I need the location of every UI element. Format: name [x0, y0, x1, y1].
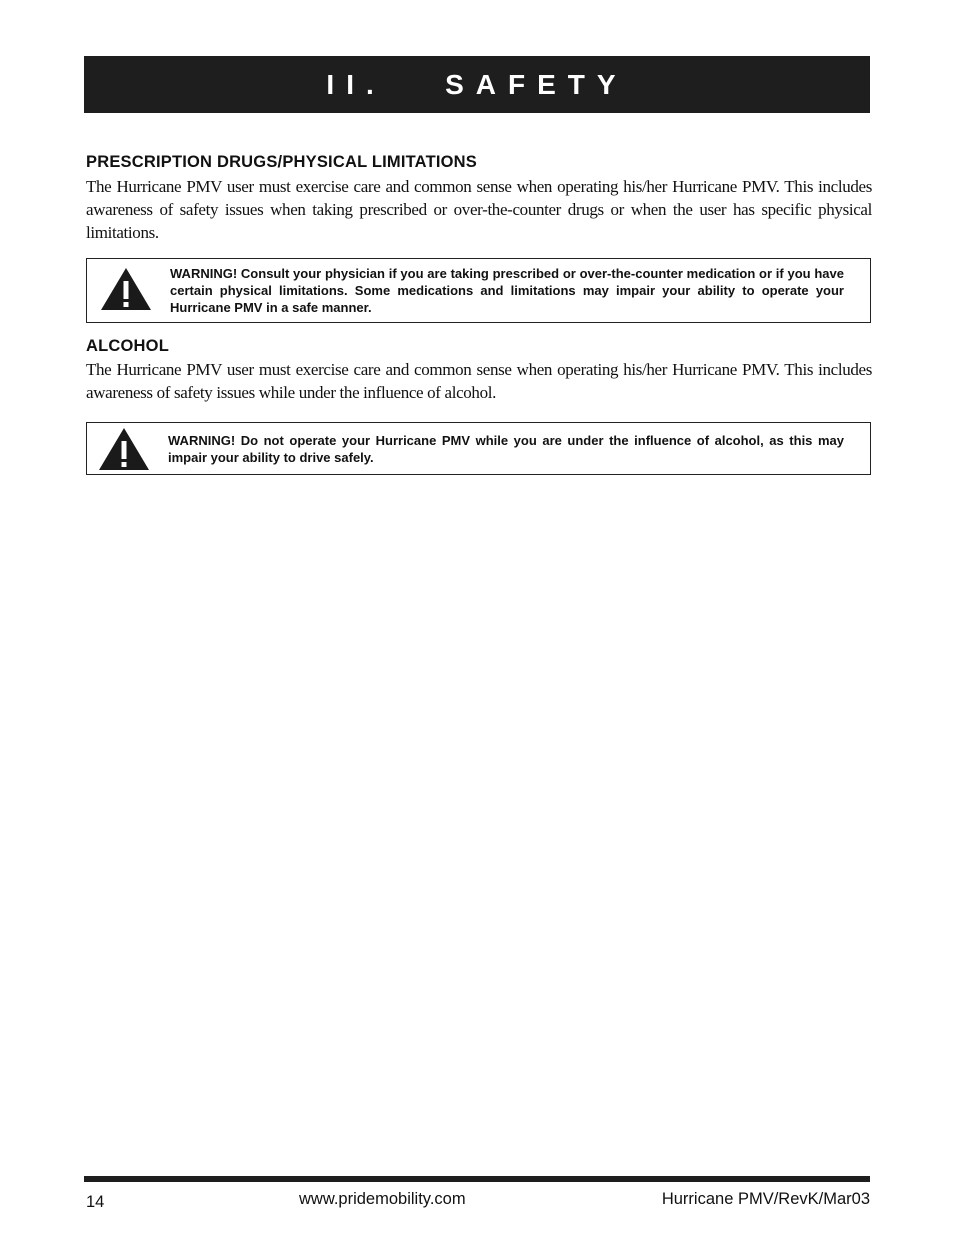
section-heading-prescription: PRESCRIPTION DRUGS/PHYSICAL LIMITATIONS — [86, 153, 477, 171]
section-title: II. SAFETY — [326, 68, 628, 100]
footer-website-link[interactable]: www.pridemobility.com — [299, 1190, 466, 1208]
warning-text-alcohol: WARNING! Do not operate your Hurricane PMV while you are under the influence of alcohol, as this may impair your ability to drive safely. — [168, 433, 844, 465]
warning-triangle-icon — [97, 426, 151, 472]
footer-rule — [84, 1176, 870, 1182]
section-heading-alcohol: ALCOHOL — [86, 337, 169, 355]
warning-text-prescription: WARNING! Consult your physician if you are taking prescribed or over-the-counter medication or if you have certain physical limitations. Some medications and limitations may impair your ability to operate your Hurricane PMV in a safe manner. — [170, 266, 844, 315]
warning-box-alcohol — [86, 422, 871, 475]
warning-box-prescription — [86, 258, 871, 323]
section-body-prescription: The Hurricane PMV user must exercise care and common sense when operating his/her Hurricane PMV. This includes awareness of safety issues when taking prescribed or over-the-counter drugs or when the user has specific physical limitations. — [86, 177, 872, 242]
page-number: 14 — [86, 1193, 105, 1211]
section-body-alcohol: The Hurricane PMV user must exercise care and common sense when operating his/her Hurricane PMV. This includes awareness of safety issues while under the influence of alcohol. — [86, 360, 872, 402]
section-title-banner — [84, 56, 870, 113]
warning-triangle-icon — [99, 266, 153, 312]
footer-document-id: Hurricane PMV/RevK/Mar03 — [661, 1190, 870, 1208]
